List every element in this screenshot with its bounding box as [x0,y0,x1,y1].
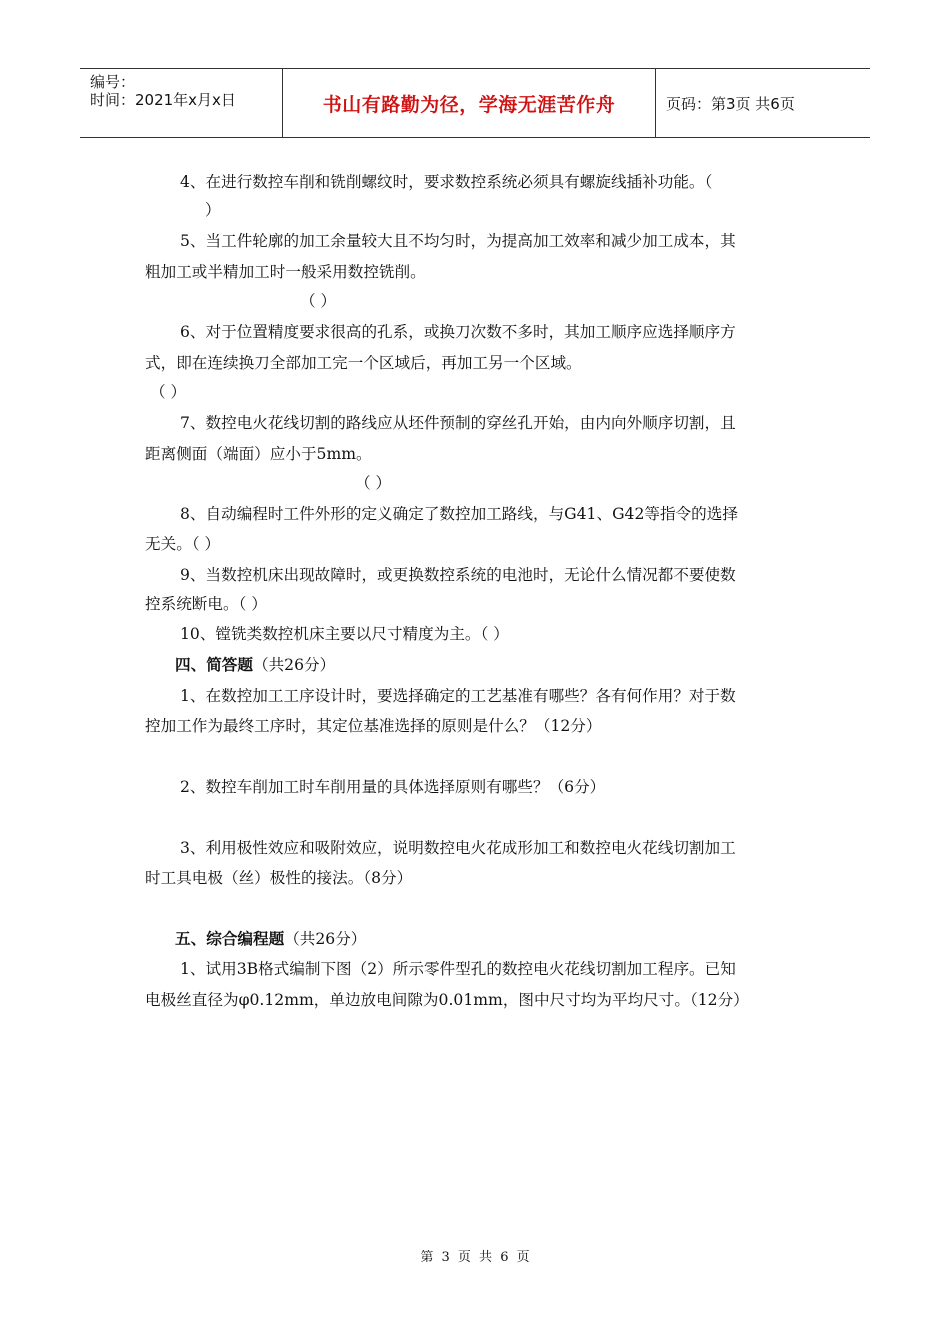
question-7-line1: 7、数控电火花线切割的路线应从坯件预制的穿丝孔开始，由内向外顺序切割，且 [180,414,736,432]
section-4-heading [175,655,335,675]
header-meta [80,69,282,137]
short-answer-1-line2: 控加工作为最终工序时，其定位基准选择的原则是什么？（12分） [145,717,602,735]
short-answer-3-line2: 时工具电极（丝）极性的接法。（8分） [145,869,413,887]
programming-question-1-line2: 电极丝直径为φ0.12mm，单边放电间隙为0.01mm，图中尺寸均为平均尺寸。（12分） [145,991,749,1009]
header-page-info: 页码：第3页 共6页 [666,94,795,113]
short-answer-1-line1: 1、在数控加工工序设计时，要选择确定的工艺基准有哪些？各有何作用？对于数 [180,687,736,705]
question-6-line2: 式，即在连续换刀全部加工完一个区域后，再加工另一个区域。 [145,354,582,372]
short-answer-2-line1: 2、数控车削加工时车削用量的具体选择原则有哪些？（6分） [180,778,606,796]
section-5-title: 五、综合编程题 [175,930,285,948]
question-4-line1: 4、在进行数控车削和铣削螺纹时，要求数控系统必须具有螺旋线插补功能。（ [180,173,713,191]
question-6-line1: 6、对于位置精度要求很高的孔系，或换刀次数不多时，其加工顺序应选择顺序方 [180,323,736,341]
page-footer: 第 3 页 共 6 页 [420,1250,530,1265]
page-header [80,68,870,138]
section-5-score: （共26分） [284,930,367,948]
header-motto: 书山有路勤为径，学海无涯苦作舟 [282,69,656,137]
question-9-line1: 9、当数控机床出现故障时，或更换数控系统的电池时，无论什么情况都不要使数 [180,566,736,584]
question-8-line2: 无关。（ ） [145,535,221,553]
question-10-line1: 10、镗铣类数控机床主要以尺寸精度为主。（ ） [180,625,509,643]
section-4-title: 四、简答题 [175,656,253,674]
section-5-heading [175,929,366,949]
question-4-line2: ） [205,201,221,219]
programming-question-1-line1: 1、试用3B格式编制下图（2）所示零件型孔的数控电火花线切割加工程序。已知 [180,960,736,978]
question-7-answer-blank: （ ） [355,474,392,492]
document-number-label: 编号： [90,73,136,91]
question-8-line1: 8、自动编程时工件外形的定义确定了数控加工路线，与G41、G42等指令的选择 [180,505,738,523]
question-5-line2: 粗加工或半精加工时一般采用数控铣削。 [145,263,426,281]
document-date-label: 时间：2021年x月x日 [90,91,236,109]
question-9-line2: 控系统断电。（ ） [145,595,267,613]
short-answer-3-line1: 3、利用极性效应和吸附效应，说明数控电火花成形加工和数控电火花线切割加工 [180,839,736,857]
question-6-answer-blank: （ ） [150,383,187,401]
question-5-line1: 5、当工件轮廓的加工余量较大且不均匀时，为提高加工效率和减少加工成本，其 [180,232,736,250]
question-5-answer-blank: （ ） [300,292,337,310]
question-7-line2: 距离侧面（端面）应小于5mm。 [145,445,372,463]
section-4-score: （共26分） [252,656,336,674]
